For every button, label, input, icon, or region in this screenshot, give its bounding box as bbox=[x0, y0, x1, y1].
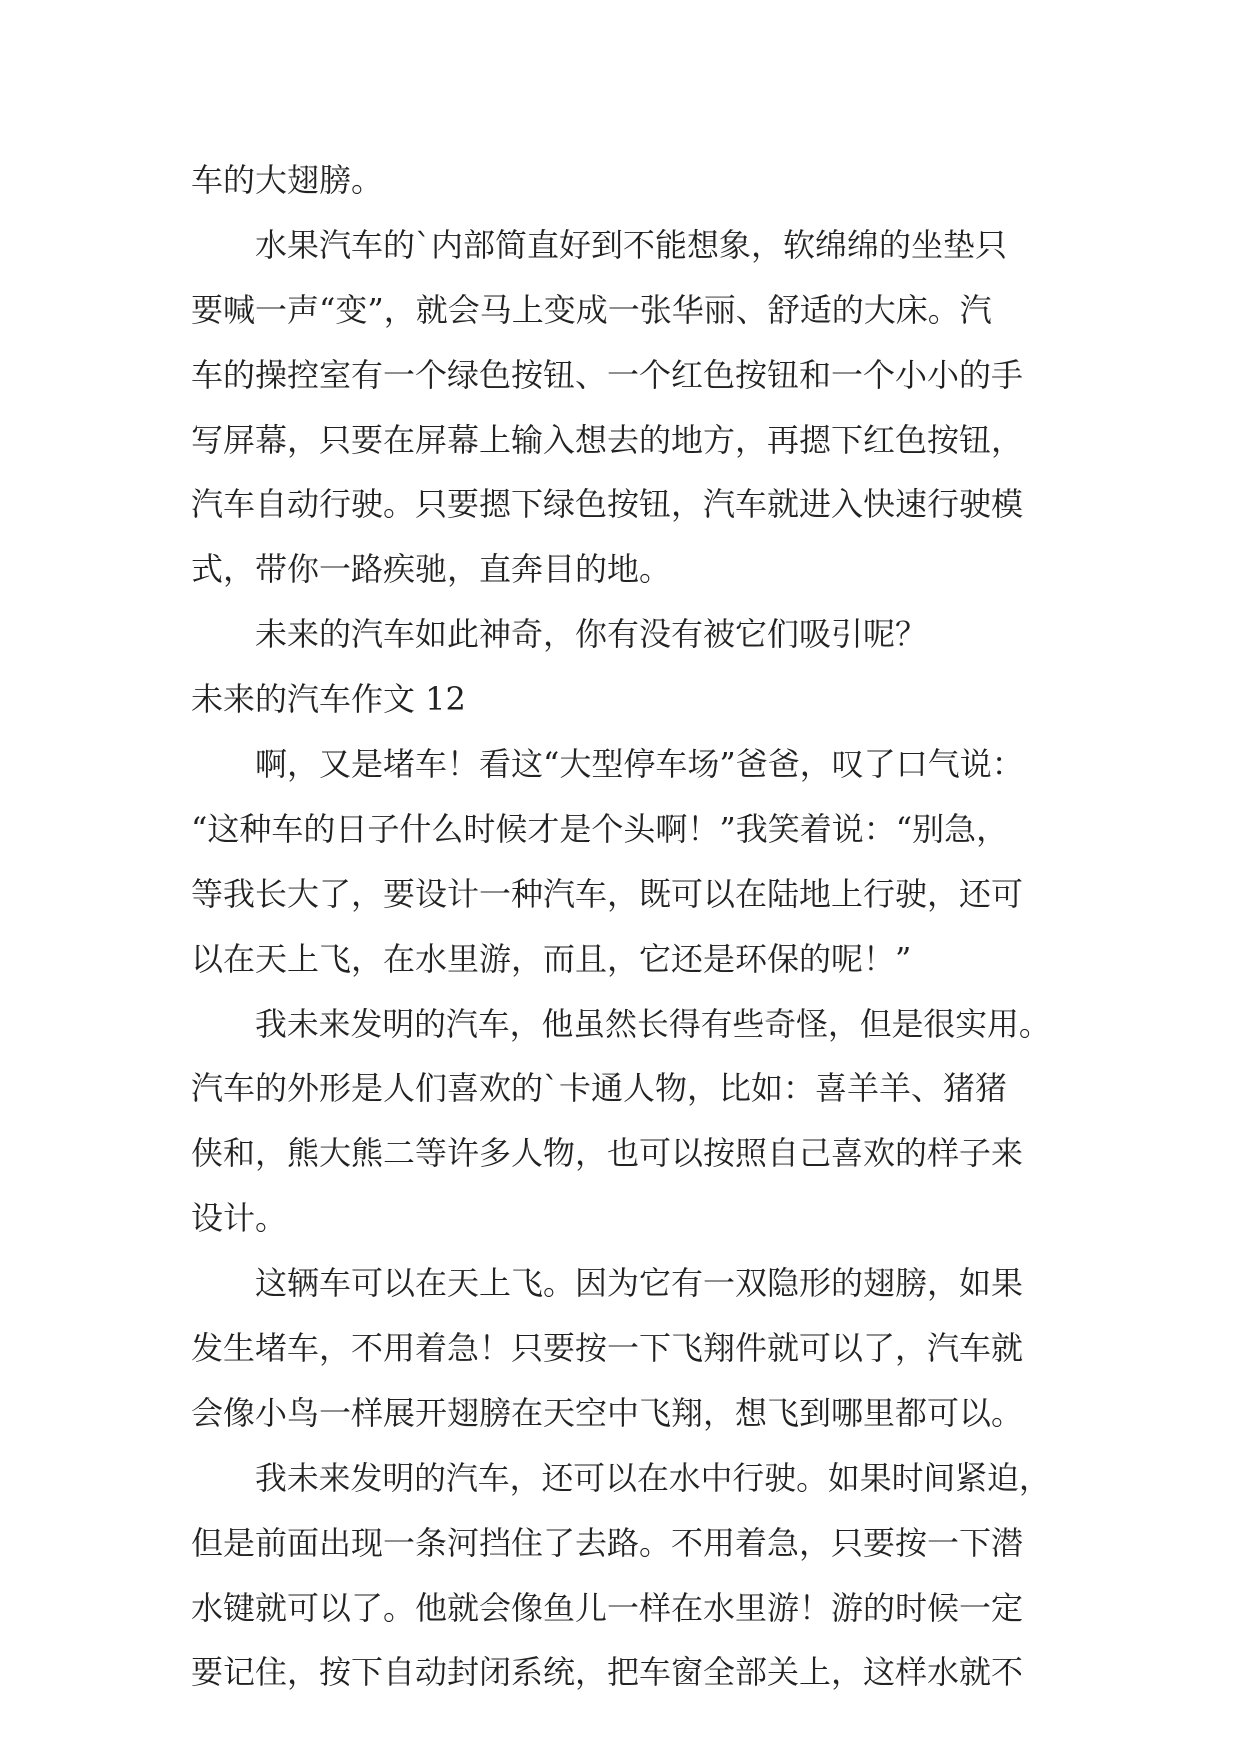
text-line: 式，带你一路疾驰，直奔目的地。 bbox=[191, 550, 672, 589]
section-heading: 未来的汽车作文 12 bbox=[191, 680, 466, 719]
text-line: 要记住，按下自动封闭系统，把车窗全部关上，这样水就不 bbox=[191, 1653, 1024, 1692]
text-line: “这种车的日子什么时候才是个头啊！”我笑着说：“别急， bbox=[191, 809, 1009, 848]
text-line: 水果汽车的`内部简直好到不能想象，软绵绵的坐垫只 bbox=[255, 225, 1008, 264]
text-line: 车的大翅膀。 bbox=[191, 161, 384, 199]
document-body-text bbox=[191, 148, 1051, 1705]
text-line: 我未来发明的汽车，他虽然长得有些奇怪，但是很实用。 bbox=[255, 1004, 1051, 1043]
text-line: 发生堵车，不用着急！只要按一下飞翔件就可以了，汽车就 bbox=[191, 1329, 1024, 1368]
text-line: 车的操控室有一个绿色按钮、一个红色按钮和一个小小的手 bbox=[191, 355, 1024, 394]
text-line: 侠和，熊大熊二等许多人物，也可以按照自己喜欢的样子来 bbox=[191, 1134, 1024, 1173]
text-line: 汽车的外形是人们喜欢的`卡通人物，比如：喜羊羊、猪猪 bbox=[191, 1069, 1008, 1108]
text-line: 这辆车可以在天上飞。因为它有一双隐形的翅膀，如果 bbox=[255, 1264, 1024, 1303]
text-line: 汽车自动行驶。只要摁下绿色按钮，汽车就进入快速行驶模 bbox=[191, 485, 1024, 524]
text-line: 我未来发明的汽车，还可以在水中行驶。如果时间紧迫， bbox=[255, 1458, 1051, 1497]
text-line: 设计。 bbox=[191, 1199, 288, 1238]
text-line: 未来的汽车如此神奇，你有没有被它们吸引呢？ bbox=[255, 615, 928, 654]
text-line: 水键就可以了。他就会像鱼儿一样在水里游！游的时候一定 bbox=[191, 1588, 1024, 1627]
text-line: 但是前面出现一条河挡住了去路。不用着急，只要按一下潜 bbox=[191, 1523, 1024, 1562]
text-line: 等我长大了，要设计一种汽车，既可以在陆地上行驶，还可 bbox=[191, 874, 1024, 913]
text-line: 写屏幕，只要在屏幕上输入想去的地方，再摁下红色按钮， bbox=[191, 420, 1024, 459]
text-line: 会像小鸟一样展开翅膀在天空中飞翔，想飞到哪里都可以。 bbox=[191, 1393, 1024, 1432]
text-line: 要喊一声“变”，就会马上变成一张华丽、舒适的大床。汽 bbox=[191, 290, 992, 329]
text-line: 以在天上飞，在水里游，而且，它还是环保的呢！” bbox=[191, 939, 912, 978]
text-line: 啊，又是堵车！看这“大型停车场”爸爸，叹了口气说： bbox=[255, 745, 1024, 784]
